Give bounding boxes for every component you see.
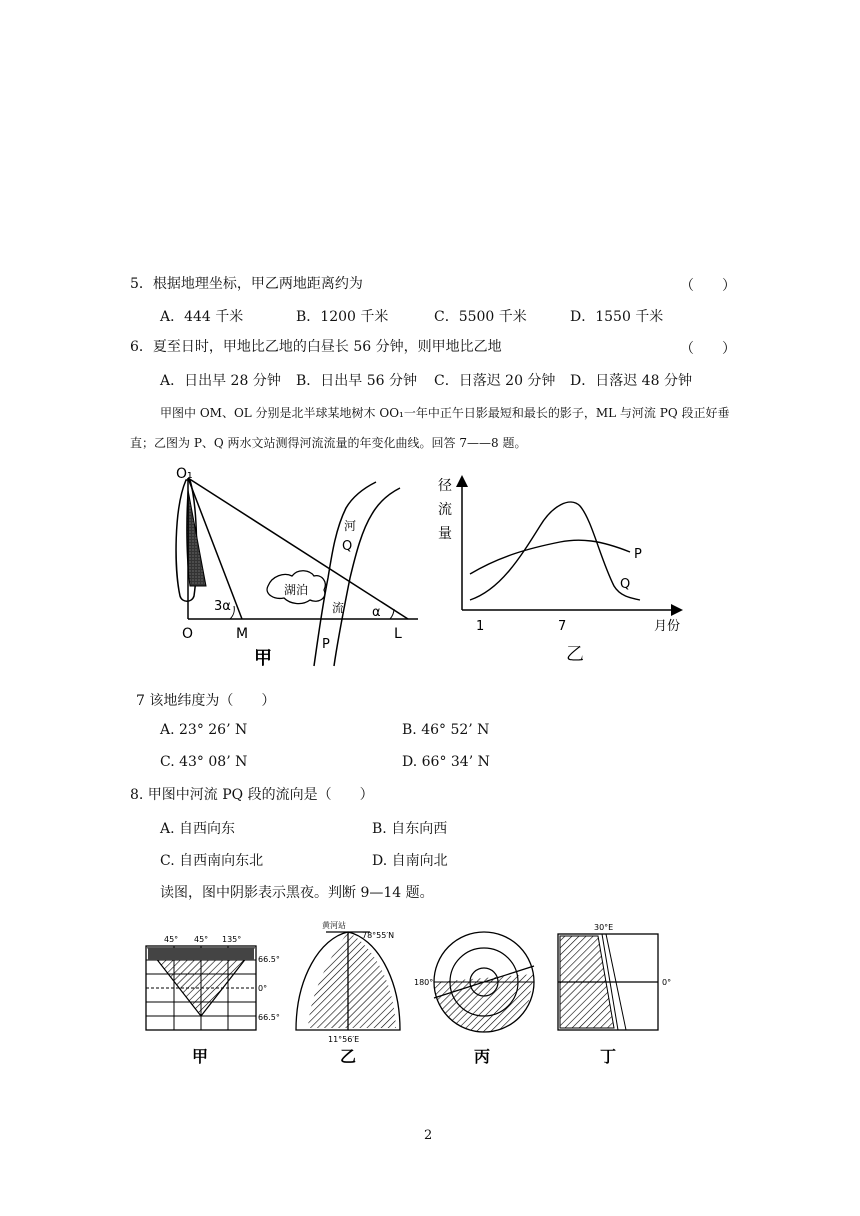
caption-yi: 乙 — [566, 644, 584, 665]
label-o: O — [182, 626, 194, 642]
jia-right-label-1: 66.5° — [258, 955, 280, 964]
passage-7-8-line2: 直；乙图为 P、Q 两水文站测得河流流量的年变化曲线。回答 7——8 题。 — [130, 436, 527, 450]
ylabel-char-3: 量 — [438, 526, 452, 542]
q5-stem: 5．根据地理坐标，甲乙两地距离约为 — [130, 276, 363, 292]
q5-option-d: D．1550 千米 — [570, 309, 664, 325]
series-label-p: P — [634, 547, 642, 562]
jia-top-label-1: 45° — [164, 935, 179, 944]
yi-station: 黄河站 — [322, 921, 346, 930]
label-m: M — [236, 626, 249, 642]
ylabel-char-2: 流 — [438, 502, 452, 518]
page-number: 2 — [424, 1128, 433, 1143]
q5-option-a: A．444 千米 — [160, 309, 244, 325]
jia-right-label-3: 66.5° — [258, 1013, 280, 1022]
label-q-river: Q — [342, 539, 353, 554]
jia-top-label-3: 135° — [222, 935, 242, 944]
q5-option-b: B．1200 千米 — [296, 309, 389, 325]
label-l: L — [394, 626, 402, 642]
q7-stem: 7 该地纬度为（ ） — [136, 693, 276, 709]
q8-stem: 8. 甲图中河流 PQ 段的流向是（ ） — [130, 787, 374, 803]
bing-left-label: 180° — [414, 978, 434, 987]
q7-option-b: B. 46° 52’ N — [402, 722, 490, 738]
label-a: α — [372, 605, 381, 620]
q8-option-b: B. 自东向西 — [372, 821, 448, 837]
bing-caption: 丙 — [474, 1047, 491, 1066]
figure-row-day-night — [130, 918, 690, 1078]
river-right-bank — [334, 488, 400, 666]
q6-option-c: C．日落迟 20 分钟 — [434, 373, 556, 389]
jia-top-label-2: 45° — [194, 935, 209, 944]
subfig-jia — [146, 935, 280, 1066]
tree-shadow-fill — [187, 490, 206, 586]
ray-o1-l — [188, 478, 408, 619]
q6-option-a: A．日出早 28 分钟 — [160, 373, 281, 389]
label-o1: O₁ — [176, 466, 193, 482]
yi-caption: 乙 — [340, 1047, 357, 1066]
caption-jia: 甲 — [254, 648, 272, 669]
x-axis-label: 月份 — [654, 619, 681, 634]
q8-option-c: C. 自西南向东北 — [160, 853, 264, 869]
q7-option-d: D. 66° 34’ N — [402, 754, 490, 770]
ding-top-label: 30°E — [594, 923, 614, 932]
figure-jia-shadow-diagram — [168, 468, 428, 668]
q8-option-d: D. 自南向北 — [372, 853, 448, 869]
yi-lat: 78°55′N — [362, 931, 395, 940]
label-3a: 3α — [214, 599, 231, 614]
figure-yi-runoff-chart — [430, 468, 700, 668]
label-liu: 流 — [332, 601, 345, 615]
passage-7-8-line1: 甲图中 OM、OL 分别是北半球某地树木 OO₁一年中正午日影最短和最长的影子，ML 与河流 PQ 段正好垂 — [160, 406, 730, 420]
subfig-ding — [558, 923, 671, 1066]
x-tick-7: 7 — [558, 619, 567, 634]
q6-option-b: B．日出早 56 分钟 — [296, 373, 418, 389]
passage-9-14: 读图，图中阴影表示黑夜。判断 9—14 题。 — [160, 885, 434, 901]
ding-caption: 丁 — [600, 1047, 617, 1066]
subfig-yi — [296, 920, 400, 1066]
q6-answer-paren: （ ） — [680, 341, 736, 357]
q8-option-a: A. 自西向东 — [160, 821, 236, 837]
q7-option-a: A. 23° 26’ N — [160, 722, 248, 738]
q6-option-d: D．日落迟 48 分钟 — [570, 373, 692, 389]
yi-lon: 11°56′E — [328, 1035, 360, 1044]
q5-option-c: C．5500 千米 — [434, 309, 527, 325]
series-q-curve — [470, 502, 640, 600]
q5-answer-paren: （ ） — [680, 278, 736, 294]
label-p-river: P — [322, 637, 330, 652]
q7-option-c: C. 43° 08’ N — [160, 754, 248, 770]
jia-caption: 甲 — [192, 1047, 209, 1066]
series-label-q: Q — [620, 577, 631, 592]
x-tick-1: 1 — [476, 619, 485, 634]
q6-stem: 6．夏至日时，甲地比乙地的白昼长 56 分钟，则甲地比乙地 — [130, 339, 502, 355]
label-he: 河 — [344, 519, 357, 533]
label-lake: 湖泊 — [284, 583, 309, 597]
ylabel-char-1: 径 — [438, 478, 452, 494]
jia-right-label-2: 0° — [258, 984, 268, 993]
ding-right-label: 0° — [662, 978, 672, 987]
subfig-bing — [414, 932, 534, 1066]
